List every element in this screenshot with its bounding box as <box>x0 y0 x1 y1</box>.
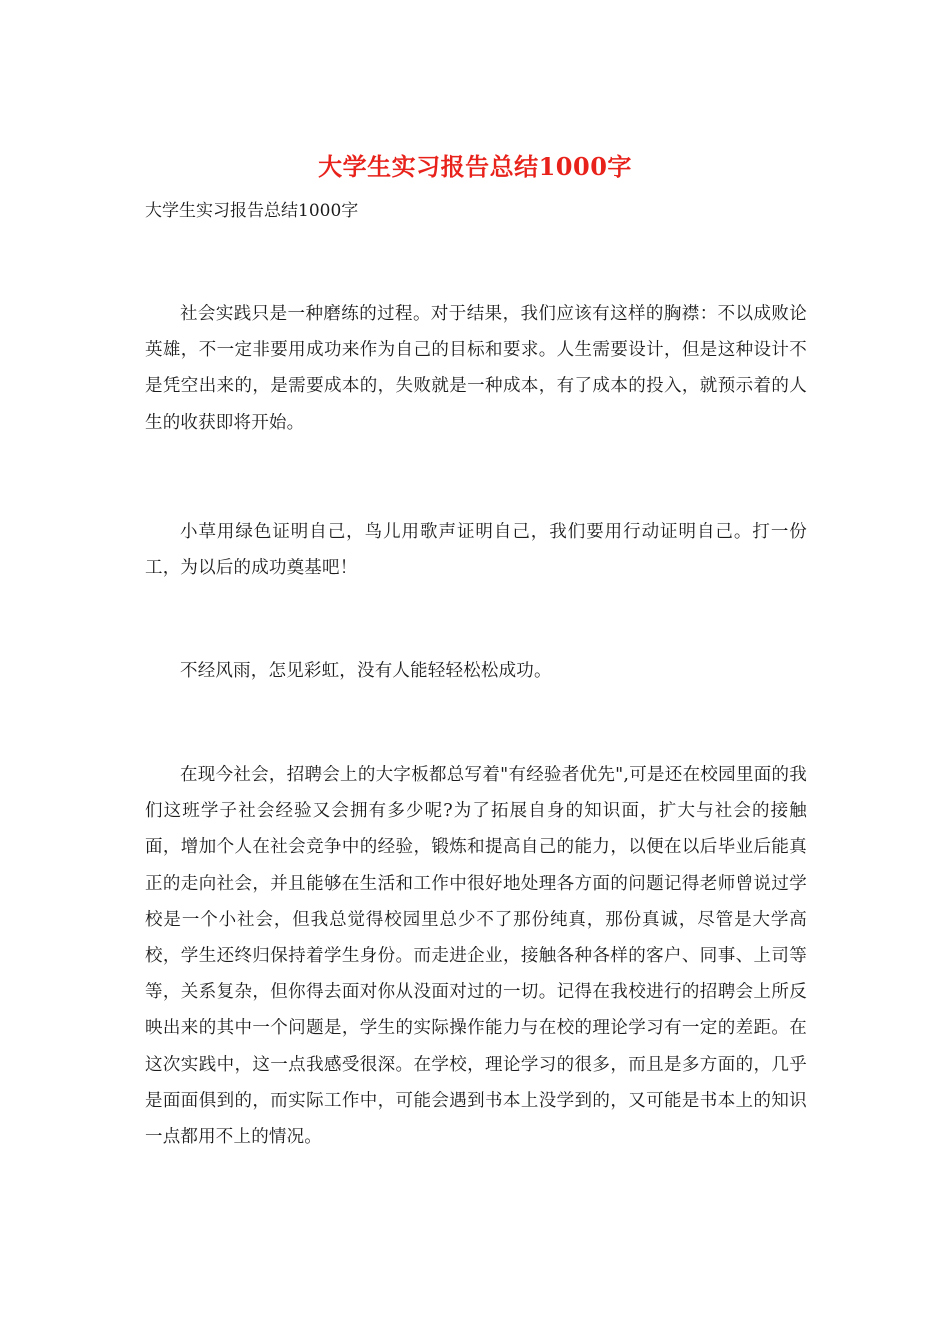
paragraph-prove-yourself: 小草用绿色证明自己，鸟儿用歌声证明自己，我们要用行动证明自己。打一份工，为以后的成功奠基吧！ <box>145 522 807 579</box>
document-subtitle: 大学生实习报告总结1000字 <box>145 201 359 221</box>
paragraph-experience: 在现今社会，招聘会上的大字板都总写着"有经验者优先",可是还在校园里面的我们这班学子社会经验又会拥有多少呢?为了拓展自身的知识面，扩大与社会的接触面，增加个人在社会竞争中的经验，锻炼和提高自己的能力，以便在以后毕业后能真正的走向社会，并且能够在生活和工作中很好地处理各方面的问题记得老师曾说过学校是一个小社会，但我总觉得校园里总少不了那份纯真，那份真诚，尽管是大学高校，学生还终归保持着学生身份。而走进企业，接触各种各样的客户、同事、上司等等，关系复杂，但你得去面对你从没面对过的一切。记得在我校进行的招聘会上所反映出来的其中一个问题是，学生的实际操作能力与在校的理论学习有一定的差距。在这次实践中，这一点我感受很深。在学校，理论学习的很多，而且是多方面的，几乎是面面俱到的，而实际工作中，可能会遇到书本上没学到的，又可能是书本上的知识一点都用不上的情况。 <box>145 765 807 1148</box>
document-title: 大学生实习报告总结1000字 <box>318 152 632 181</box>
paragraph-social-practice: 社会实践只是一种磨练的过程。对于结果，我们应该有这样的胸襟：不以成败论英雄，不一定非要用成功来作为自己的目标和要求。人生需要设计，但是这种设计不是凭空出来的，是需要成本的，失败就是一种成本，有了成本的投入，就预示着的人生的收获即将开始。 <box>145 304 807 433</box>
paragraph-no-rainbow-without-rain: 不经风雨，怎见彩虹，没有人能轻轻松松成功。 <box>180 661 552 681</box>
